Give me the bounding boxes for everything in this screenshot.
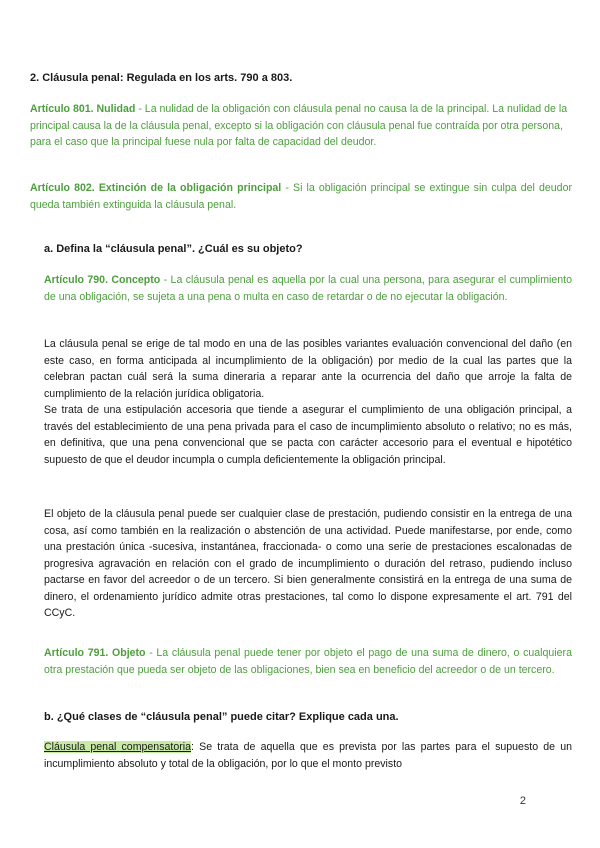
article-791-label: Artículo 791. Objeto — [44, 647, 146, 659]
compensatoria-term: Cláusula penal compensatoria — [44, 741, 191, 753]
page-number: 2 — [519, 795, 526, 807]
article-790-text: La cláusula penal es aquella por la cual una persona, para asegurar el cumplimiento de una obligación, se sujeta a una pena o multa en caso de retardar o de no ejecutar la obligación. — [44, 274, 572, 303]
compensatoria-paragraph — [44, 739, 572, 772]
article-802: Artículo 802. Extinción de la obligación principal - Si la obligación principal se extingue sin culpa del deudor queda también extinguida la cláusula penal. — [30, 182, 572, 211]
compensatoria-text: : Se trata de aquella que es prevista por las partes para el supuesto de un incumplimiento absoluto y total de la obligación, por lo que el monto previsto — [44, 741, 573, 770]
paragraph-1: La cláusula penal se erige de tal modo en una de las posibles variantes evaluación convencional del daño (en este caso, en forma anticipada al incumplimiento de la obligación) por medio de la cual las partes que la celebran pactan cuál será la suma dineraria a reparar ante la ocurrencia del daño que arroje la falta de cumplimiento de la relación jurídica obligatoria. — [44, 338, 572, 400]
paragraph-3: El objeto de la cláusula penal puede ser cualquier clase de prestación, pudiendo consistir en la entrega de una cosa, así como también en la realización o abstención de una actividad. Puede manifestarse, por ende, como una prestación única -sucesiva, instantánea, fraccionada- o como una serie de prestaciones escalonadas de progresiva agravación en relación con el grado de incumplimiento o duración del retraso, pudiendo incluso pactarse en favor del acreedor o de un tercero. Si bien generalmente consistirá en la entrega de una suma de dinero, el ordenamiento jurídico admite otras prestaciones, tal como lo dispone expresamente el art. 791 del CCyC. — [44, 508, 572, 619]
article-802-text: Si la obligación principal se extingue sin culpa del deudor queda también extinguida la cláusula penal. — [30, 182, 572, 211]
paragraph-2: Se trata de una estipulación accesoria que tiende a asegurar el cumplimiento de una obligación principal, a través del establecimiento de una pena privada para el caso de incumplimiento absoluto o relativo; no es más, en definitiva, que una pena convencional que se pacta con carácter accesorio para el eventual e hipotético supuesto de que el deudor incumpla o cumpla deficientemente la obligación principal. — [44, 404, 572, 466]
article-801: Artículo 801. Nulidad - La nulidad de la obligación con cláusula penal no causa la de la principal. La nulidad de la principal causa la de la cláusula penal, excepto si la obligación con cláusula penal fue contraída por otra persona, para el caso que la principal fuese nula por falta de capacidad del deudor. — [30, 103, 568, 148]
article-791-text: La cláusula penal puede tener por objeto el pago de una suma de dinero, o cualquiera otra prestación que pueda ser objeto de las obligaciones, bien sea en beneficio del acreedor o de un tercero. — [44, 647, 572, 676]
article-790: Artículo 790. Concepto - La cláusula penal es aquella por la cual una persona, para asegurar el cumplimiento de una obligación, se sujeta a una pena o multa en caso de retardar o de no ejecutar la obligación. — [44, 274, 572, 303]
question-a: a. Defina la “cláusula penal”. ¿Cuál es su objeto? — [44, 243, 303, 255]
article-790-label: Artículo 790. Concepto — [44, 274, 161, 286]
article-791: Artículo 791. Objeto - La cláusula penal puede tener por objeto el pago de una suma de dinero, o cualquiera otra prestación que pueda ser objeto de las obligaciones, bien sea en beneficio del acreedor o de un tercero. — [44, 647, 572, 676]
article-802-label: Artículo 802. Extinción de la obligación principal — [30, 182, 282, 194]
article-801-label: Artículo 801. Nulidad — [30, 103, 136, 115]
definition-paragraphs — [44, 336, 572, 468]
section-title: 2. Cláusula penal: Regulada en los arts. 790 a 803. — [30, 72, 293, 84]
object-paragraph — [44, 506, 572, 622]
question-b: b. ¿Qué clases de “cláusula penal” puede citar? Explique cada una. — [44, 711, 399, 723]
article-801-text: La nulidad de la obligación con cláusula penal no causa la de la principal. La nulidad de la principal causa la de la cláusula penal, excepto si la obligación con cláusula penal fue contraída por otra persona, para el caso que la principal fuese nula por falta de capacidad del deudor. — [30, 103, 568, 148]
